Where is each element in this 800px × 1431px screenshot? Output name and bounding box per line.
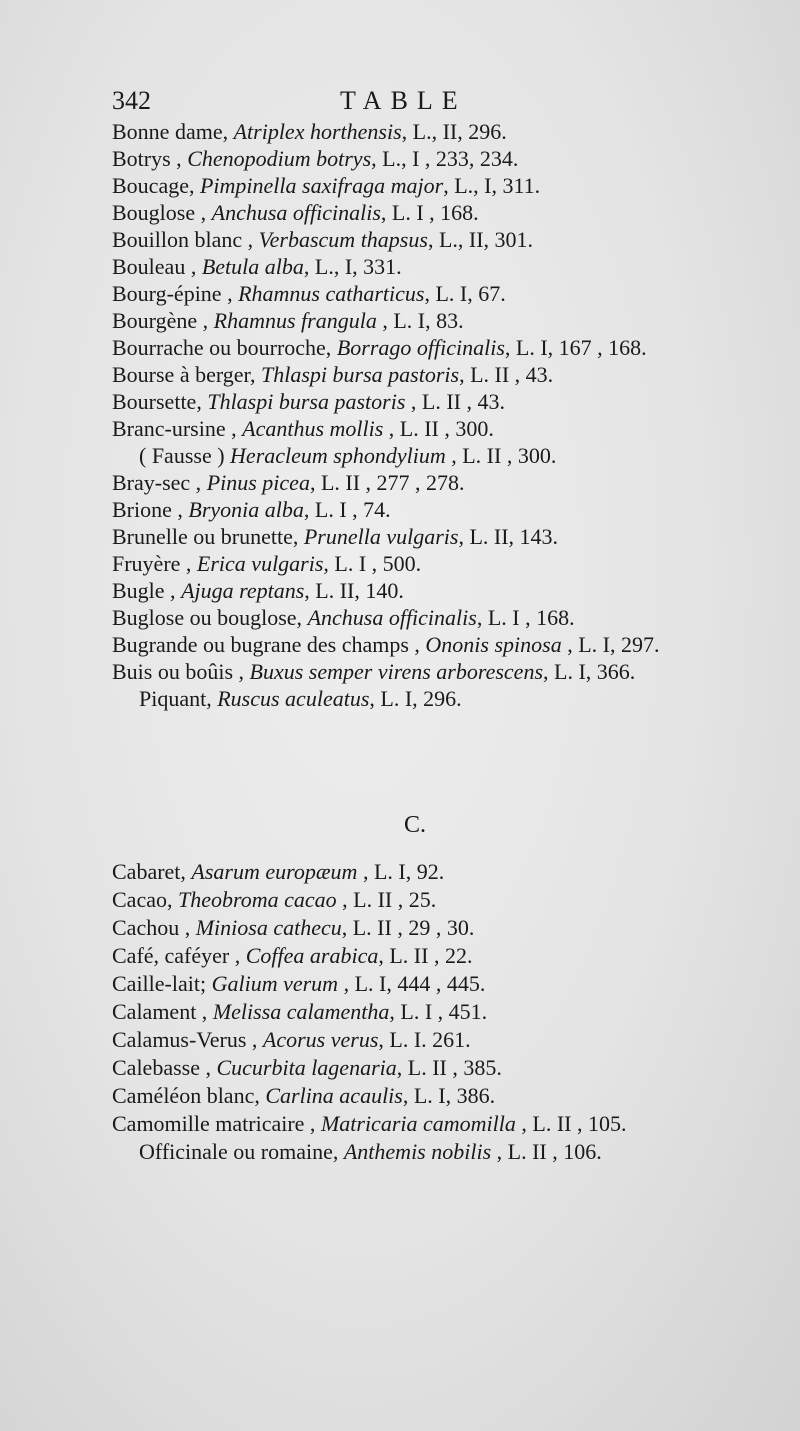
index-entries-c bbox=[112, 858, 792, 1166]
index-entry: Bray-sec , Pinus picea, L. II , 277 , 278. bbox=[112, 470, 465, 495]
index-entry: Boursette, Thlaspi bursa pastoris , L. II , 43. bbox=[112, 389, 505, 414]
index-entry: Cabaret, Asarum europæum , L. I, 92. bbox=[112, 859, 445, 884]
index-entry: Brione , Bryonia alba, L. I , 74. bbox=[112, 497, 391, 522]
index-entry: Calamus-Verus , Acorus verus, L. I. 261. bbox=[112, 1027, 471, 1052]
page-number: 342 bbox=[112, 86, 151, 115]
index-entry: Piquant, Ruscus aculeatus, L. I, 296. bbox=[139, 686, 462, 711]
index-entry: Bourrache ou bourroche, Borrago officinalis, L. I, 167 , 168. bbox=[112, 335, 647, 360]
index-entry: ( Fausse ) Heracleum sphondylium , L. II , 300. bbox=[139, 443, 557, 468]
index-entry: Bourg-épine , Rhamnus catharticus, L. I, 67. bbox=[112, 281, 506, 306]
index-entry: Buis ou boûis , Buxus semper virens arborescens, L. I, 366. bbox=[112, 659, 636, 684]
index-entry: Bugle , Ajuga reptans, L. II, 140. bbox=[112, 578, 404, 603]
index-entry: Cachou , Miniosa cathecu, L. II , 29 , 30. bbox=[112, 915, 475, 940]
index-entry: Bouillon blanc , Verbascum thapsus, L., II, 301. bbox=[112, 227, 534, 252]
index-entry: Bouglose , Anchusa officinalis, L. I , 168. bbox=[112, 200, 479, 225]
index-entry: Café, caféyer , Coffea arabica, L. II , 22. bbox=[112, 943, 473, 968]
section-letter: C. bbox=[403, 812, 426, 838]
index-entry: Officinale ou romaine, Anthemis nobilis , L. II , 106. bbox=[139, 1139, 602, 1164]
index-entry: Caméléon blanc, Carlina acaulis, L. I, 386. bbox=[112, 1083, 496, 1108]
index-entry: Calebasse , Cucurbita lagenaria, L. II , 385. bbox=[112, 1055, 502, 1080]
index-entry: Camomille matricaire , Matricaria camomilla , L. II , 105. bbox=[112, 1111, 627, 1136]
index-entry: Bourse à berger, Thlaspi bursa pastoris, L. II , 43. bbox=[112, 362, 554, 387]
index-entry: Boucage, Pimpinella saxifraga major, L., I, 311. bbox=[112, 173, 541, 198]
index-entry: Bonne dame, Atriplex horthensis, L., II, 296. bbox=[112, 119, 507, 144]
index-entry: Brunelle ou brunette, Prunella vulgaris, L. II, 143. bbox=[112, 524, 559, 549]
page-header bbox=[112, 86, 672, 120]
index-entry: Buglose ou bouglose, Anchusa officinalis, L. I , 168. bbox=[112, 605, 575, 630]
index-entry: Cacao, Theobroma cacao , L. II , 25. bbox=[112, 887, 437, 912]
running-title: TABLE bbox=[340, 86, 467, 115]
index-entry: Calament , Melissa calamentha, L. I , 451. bbox=[112, 999, 488, 1024]
index-entry: Fruyère , Erica vulgaris, L. I , 500. bbox=[112, 551, 422, 576]
index-entries-b bbox=[112, 118, 772, 712]
index-entry: Branc-ursine , Acanthus mollis , L. II , 300. bbox=[112, 416, 494, 441]
index-entry: Bouleau , Betula alba, L., I, 331. bbox=[112, 254, 402, 279]
index-entry: Botrys , Chenopodium botrys, L., I , 233, 234. bbox=[112, 146, 519, 171]
index-entry: Bugrande ou bugrane des champs , Ononis spinosa , L. I, 297. bbox=[112, 632, 660, 657]
index-entry: Bourgène , Rhamnus frangula , L. I, 83. bbox=[112, 308, 464, 333]
index-entry: Caille-lait; Galium verum , L. I, 444 , 445. bbox=[112, 971, 486, 996]
